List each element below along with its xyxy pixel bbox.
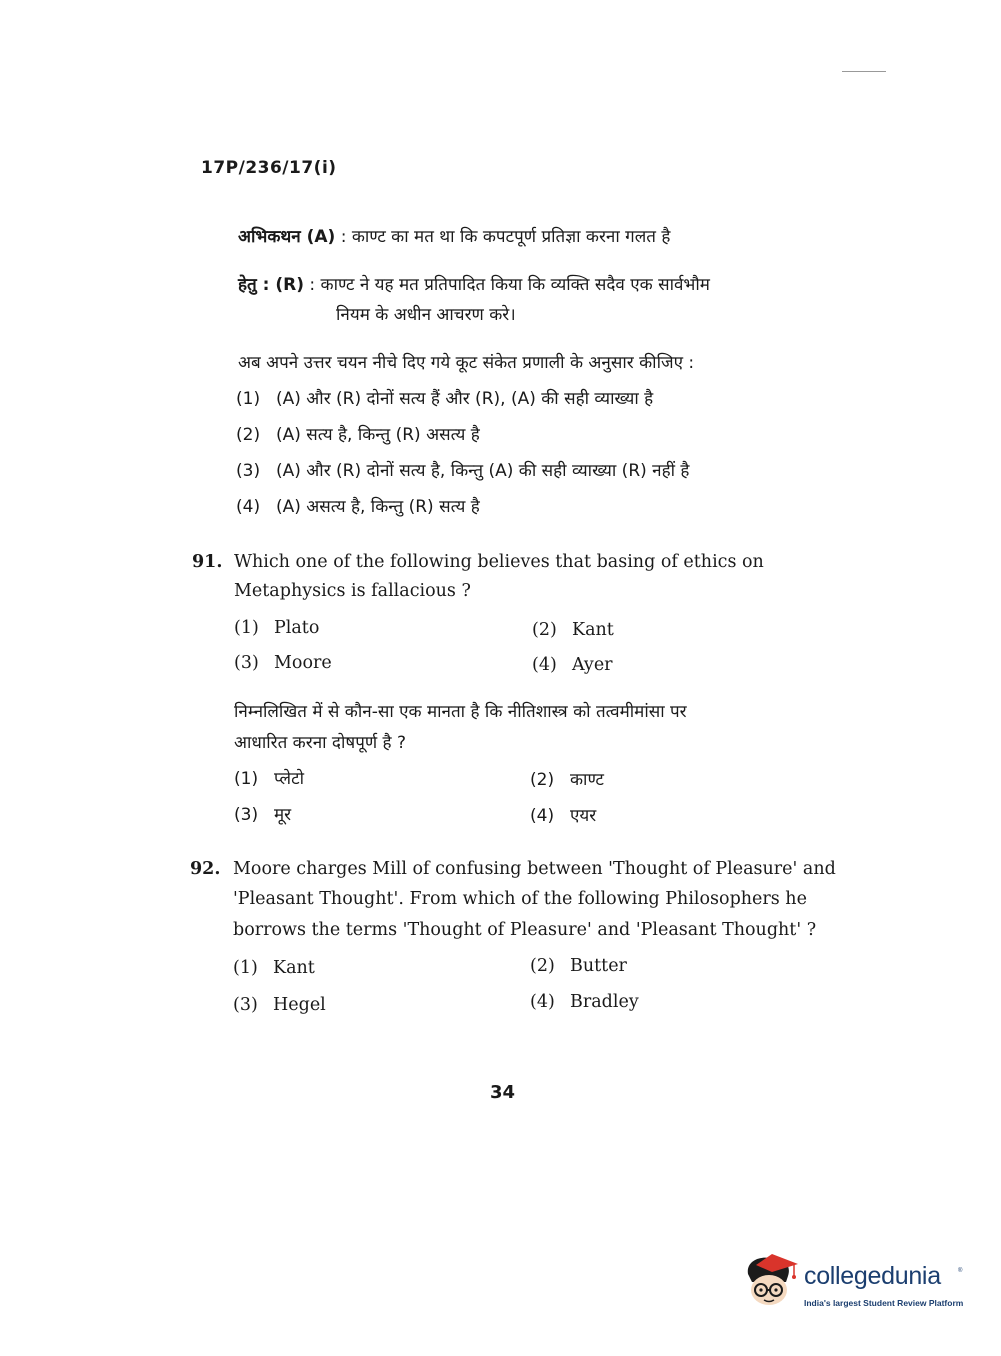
q91-hindi-option-1 (234, 766, 304, 789)
ar-option-number: (2) (236, 425, 261, 445)
option-number: (2) (530, 770, 555, 790)
q91-text-line-2: Metaphysics is fallacious ? (234, 581, 471, 601)
page-number: 34 (490, 1082, 516, 1103)
option-number: (1) (233, 958, 258, 978)
option-number: (1) (234, 618, 259, 638)
reason-text-2: नियम के अधीन आचरण करे। (336, 305, 516, 325)
option-text: काण्ट (570, 770, 604, 790)
q91-hindi-option-4 (530, 803, 596, 826)
option-text: मूर (274, 805, 292, 825)
q91-option-4 (532, 655, 613, 675)
option-number: (4) (530, 806, 555, 826)
ar-option-text: (A) और (R) दोनों सत्य है, किन्तु (A) की सही व्याख्या (R) नहीं है (276, 461, 690, 481)
assertion-label: अभिकथन (A) (238, 227, 336, 247)
reason-line (238, 272, 710, 295)
question-number-91: 91. (192, 552, 223, 572)
ar-option-text: (A) असत्य है, किन्तु (R) सत्य है (276, 497, 480, 517)
q92-text-line-1: Moore charges Mill of confusing between 'Thought of Pleasure' and (233, 859, 836, 879)
reason-label: हेतु : (R) (238, 275, 304, 295)
option-number: (4) (532, 655, 557, 675)
ar-option-number: (3) (236, 461, 261, 481)
q91-option-1 (234, 618, 319, 638)
option-number: (2) (530, 956, 555, 976)
top-rule (842, 71, 886, 72)
option-number: (3) (234, 805, 259, 825)
option-text: Butter (570, 956, 627, 976)
collegedunia-mascot-icon (742, 1252, 800, 1308)
ar-option (236, 422, 480, 445)
q91-hindi-option-2 (530, 767, 604, 790)
ar-option-text: (A) सत्य है, किन्तु (R) असत्य है (276, 425, 480, 445)
option-text: Hegel (273, 995, 326, 1015)
option-text: प्लेटो (274, 769, 305, 789)
collegedunia-tagline: India's largest Student Review Platform (804, 1298, 964, 1308)
option-text: Plato (274, 618, 320, 638)
q92-option-1 (233, 958, 315, 978)
option-number: (1) (234, 769, 259, 789)
q92-option-4 (530, 992, 639, 1012)
ar-option (236, 386, 653, 409)
q91-hindi-line-2: आधारित करना दोषपूर्ण है ? (234, 733, 406, 753)
option-text: Kant (572, 620, 614, 640)
option-number: (2) (532, 620, 557, 640)
q92-option-2 (530, 956, 627, 976)
option-text: Ayer (572, 655, 613, 675)
option-number: (4) (530, 992, 555, 1012)
reason-text-1: : काण्ट ने यह मत प्रतिपादित किया कि व्यक्ति सदैव एक सार्वभौम (309, 275, 710, 295)
ar-option (236, 494, 480, 517)
q92-text-line-3: borrows the terms 'Thought of Pleasure' and 'Pleasant Thought' ? (233, 920, 817, 940)
q91-hindi-option-3 (234, 802, 291, 825)
option-number: (3) (233, 995, 258, 1015)
option-number: (3) (234, 653, 259, 673)
q92-option-3 (233, 995, 326, 1015)
answer-instruction: अब अपने उत्तर चयन नीचे दिए गये कूट संकेत प्रणाली के अनुसार कीजिए : (238, 353, 695, 373)
assertion-line (238, 224, 670, 247)
q91-hindi-line-1: निम्नलिखित में से कौन-सा एक मानता है कि नीतिशास्त्र को तत्वमीमांसा पर (234, 702, 687, 722)
ar-option-text: (A) और (R) दोनों सत्य हैं और (R), (A) की सही व्याख्या है (276, 389, 654, 409)
paper-code: 17P/236/17(i) (201, 158, 337, 178)
collegedunia-logo-text: collegedunia (804, 1262, 941, 1290)
ar-option (236, 458, 689, 481)
option-text: एयर (570, 806, 597, 826)
option-text: Kant (273, 958, 315, 978)
q91-option-3 (234, 653, 332, 673)
q91-option-2 (532, 620, 614, 640)
option-text: Bradley (570, 992, 639, 1012)
question-number-92: 92. (190, 859, 221, 879)
q92-text-line-2: 'Pleasant Thought'. From which of the following Philosophers he (233, 889, 807, 909)
ar-option-number: (4) (236, 497, 261, 517)
option-text: Moore (274, 653, 332, 673)
q91-text-line-1: Which one of the following believes that basing of ethics on (234, 552, 764, 572)
assertion-text: : काण्ट का मत था कि कपटपूर्ण प्रतिज्ञा करना गलत है (340, 227, 671, 247)
ar-option-number: (1) (236, 389, 261, 409)
trademark-symbol: ® (958, 1268, 963, 1274)
